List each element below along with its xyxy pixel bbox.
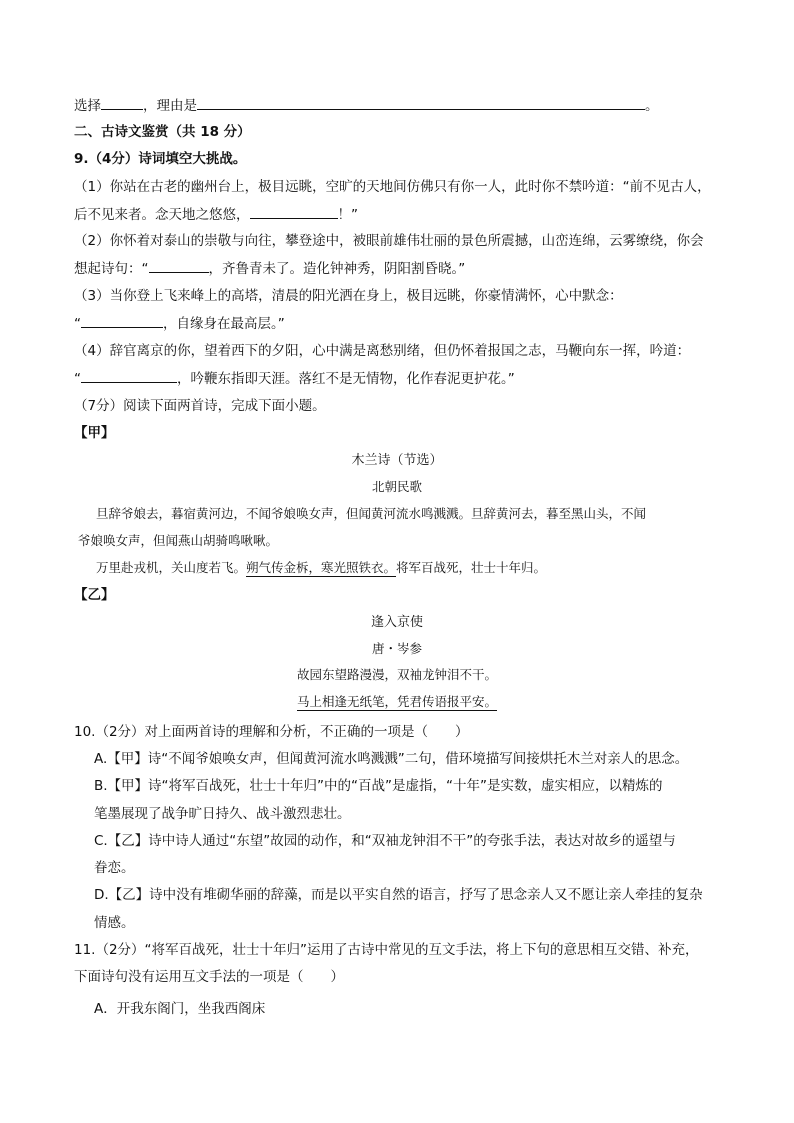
poem-jia-title: 木兰诗（节选）: [351, 453, 443, 468]
q9-item3-end: ，自缘身在最高层。”: [163, 316, 285, 332]
section-heading: 二、古诗文鉴赏（共 18 分）: [74, 124, 251, 140]
q9-item1-line2: [74, 204, 358, 225]
poem-jia-tag: 【甲】: [74, 425, 115, 441]
q9-item1-line1: （1）你站在古老的幽州台上，极目远眺，空旷的天地间仿佛只有你一人，此时你不禁吟道：“前不见古人，: [74, 179, 711, 195]
q9-item4-blank[interactable]: [81, 368, 177, 383]
q9-item3-line1: （3）当你登上飞来峰上的高塔，清晨的阳光洒在身上，极目远眺，你豪情满怀，心中默念：: [74, 288, 623, 304]
q9-item4-end: ，吟鞭东指即天涯。落红不是无情物，化作春泥更护花。”: [177, 371, 515, 387]
q9-item2-text: 想起诗句：“: [74, 261, 149, 277]
poem-jia-author: 北朝民歌: [371, 479, 422, 494]
q9-item4-text: “: [74, 371, 81, 387]
reading-intro: （7分）阅读下面两首诗，完成下面小题。: [74, 398, 326, 414]
q10-option-b-line1[interactable]: B.【甲】诗“将军百战死，壮士十年归”中的“百战”是虚指，“十年”是实数，虚实相应，以精炼的: [94, 778, 663, 794]
q9-item4-line2: [74, 368, 515, 389]
q9-item2-line1: （2）你怀着对泰山的崇敬与向往，攀登途中，被眼前雄伟壮丽的景色所震撼，山峦连绵，云雾缭绕，你会: [74, 233, 704, 249]
q9-item1-end: ！”: [337, 207, 358, 223]
q9-item2-end: ，齐鲁青未了。造化钟神秀，阴阳割昏晓。”: [208, 261, 466, 277]
q9-item1-text: 后不见来者。念天地之悠悠，: [74, 207, 250, 223]
line-end-mark: 。: [645, 98, 659, 114]
poem-jia-line1: 旦辞爷娘去，暮宿黄河边，不闻爷娘唤女声，但闻黄河流水鸣溅溅。旦辞黄河去，暮至黑山头，不闻: [96, 506, 647, 521]
q10-option-a[interactable]: A.【甲】诗“不闻爷娘唤女声，但闻黄河流水鸣溅溅”二句，借环境描写间接烘托木兰对亲人的思念。: [94, 751, 689, 767]
poem-yi-tag: 【乙】: [74, 587, 115, 603]
question-9-heading: 9.（4分）诗词填空大挑战。: [74, 151, 247, 167]
q9-item3-text: “: [74, 316, 81, 332]
choice-blank[interactable]: [101, 95, 143, 110]
q10-option-c-line2: 眷恋。: [94, 860, 135, 876]
poem-jia-line2: 爷娘唤女声，但闻燕山胡骑鸣啾啾。: [78, 533, 279, 548]
poem-yi-line1: 故园东望路漫漫，双袖龙钟泪不干。: [296, 667, 497, 682]
question-11-heading-line2: 下面诗句没有运用互文手法的一项是（ ）: [74, 969, 344, 985]
q10-option-b-line2: 笔墨展现了战争旷日持久、战斗激烈悲壮。: [94, 806, 351, 822]
q10-option-d-line1[interactable]: D.【乙】诗中没有堆砌华丽的辞藻，而是以平实自然的语言，抒写了思念亲人又不愿让亲人牵挂的复杂: [94, 887, 703, 903]
poem-jia-underlined: 朔气传金柝，寒光照铁衣。: [246, 560, 397, 575]
q10-option-c-line1[interactable]: C.【乙】诗中诗人通过“东望”故园的动作，和“双袖龙钟泪不干”的夸张手法，表达对故乡的遥望与: [94, 833, 676, 849]
question-10-heading: 10.（2分）对上面两首诗的理解和分析，不正确的一项是（ ）: [74, 724, 469, 740]
q9-item3-line2: [74, 313, 285, 334]
poem-jia-line3-pre: 万里赴戎机，关山度若飞。: [96, 560, 247, 575]
q9-item2-blank[interactable]: [149, 258, 209, 273]
poem-yi-line2: [0, 692, 794, 712]
choice-reason-line: [74, 95, 659, 116]
reason-label: ，理由是: [143, 98, 197, 114]
q9-item4-line1: （4）辞官离京的你，望着西下的夕阳，心中满是离愁别绪，但仍怀着报国之志，马鞭向东一挥，吟道：: [74, 343, 691, 359]
poem-jia-line3-post: 将军百战死，壮士十年归。: [396, 560, 547, 575]
q9-item2-line2: [74, 258, 465, 279]
poem-jia-line3: [96, 558, 546, 578]
choice-label: 选择: [74, 98, 101, 114]
q10-option-d-line2: 情感。: [94, 915, 135, 931]
poem-yi-title: 逢入京使: [370, 615, 423, 630]
q11-option-a[interactable]: A．开我东阁门，坐我西阁床: [94, 1001, 266, 1017]
poem-yi-author: 唐・岑参: [371, 641, 422, 656]
q9-item1-blank[interactable]: [250, 204, 338, 219]
q9-item3-blank[interactable]: [81, 313, 163, 328]
reason-blank[interactable]: [197, 95, 645, 110]
poem-yi-line2-text: 马上相逢无纸笔，凭君传语报平安。: [296, 694, 497, 709]
question-11-heading-line1: 11.（2分）“将军百战死，壮士十年归”运用了古诗中常见的互文手法，将上下句的意思相互交错、补充，: [74, 942, 699, 958]
